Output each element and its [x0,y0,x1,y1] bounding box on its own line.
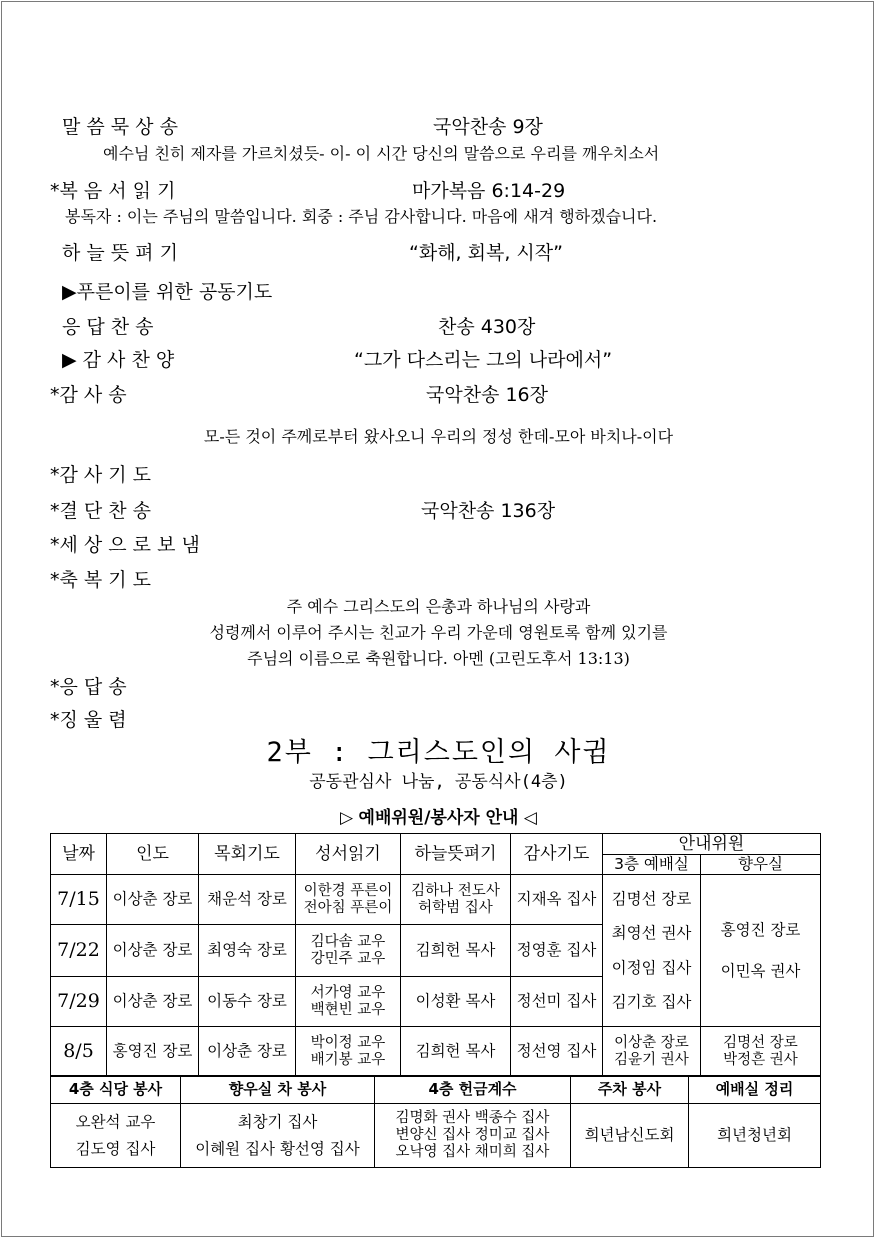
order-label-with-arrow [62,277,272,304]
header-ushers: 안내위원 [603,834,821,855]
date-cell: 8/5 [51,1027,107,1077]
service-header: 주차 봉사 [571,1076,689,1104]
service-table [50,1075,821,1168]
sermon-cell: 김희헌 목사 [401,1027,511,1077]
thanks-cell: 정선미 집사 [511,977,603,1027]
name-line: 이민옥 권사 [720,961,801,980]
name-line: 배기봉 교우 [310,1051,386,1068]
order-value: “그가 다스리는 그의 나라에서” [354,349,613,371]
service-cell: 희년남신도회 [571,1104,689,1168]
name-line: 최창기 집사 [237,1113,318,1132]
prayer-cell: 채운석 장로 [199,875,296,925]
name-line: 서가영 교우 [310,984,386,1001]
name-line: 김다솜 교우 [310,933,386,950]
service-row [51,1104,821,1168]
reading-cell [296,977,401,1027]
order-value: 국악찬송 136장 [421,500,556,522]
name-line: 전아침 푸른이 [303,899,393,916]
order-label: *감 사 기 도 [50,464,152,486]
order-text: ▶푸른이를 위한 공동기도 [62,281,273,303]
order-value: 마가복음 6:14-29 [412,180,566,202]
lead-cell: 이상춘 장로 [107,977,199,1027]
order-label: *복 음 서 읽 기 [50,180,176,202]
name-line: 허학범 집사 [418,899,493,916]
name-line: 오완석 교우 [75,1113,156,1132]
usher-3f-cell [603,1027,701,1077]
lead-cell: 이상춘 장로 [107,875,199,925]
blessing-line: 주 예수 그리스도의 은총과 하나님의 사랑과 [286,597,591,616]
date-cell: 7/22 [51,925,107,977]
header-lead: 인도 [107,834,199,875]
volunteer-table [50,833,821,1077]
order-value: 국악찬송 9장 [433,116,543,138]
name-line: 이정임 집사 [611,958,692,977]
thanks-cell: 정영훈 집사 [511,925,603,977]
order-label: 말 씀 묵 상 송 [62,116,178,138]
reading-cell [296,925,401,977]
thanks-cell: 지재옥 집사 [511,875,603,925]
service-cell [181,1104,375,1168]
blessing-line: 주님의 이름으로 축원합니다. 아멘 (고린도후서 13:13) [247,649,630,668]
right-triangle-icon: ▷ [340,808,359,828]
order-text: ▶ 감 사 찬 양 [62,349,175,371]
name-line: 김도영 집사 [75,1139,156,1158]
sermon-cell: 이성환 목사 [401,977,511,1027]
date-cell: 7/29 [51,977,107,1027]
table-title-text: 예배위원/봉사자 안내 [358,808,519,828]
order-label: *징 울 렴 [50,709,127,731]
service-header: 4층 헌금계수 [375,1076,571,1104]
reading-cell [296,1027,401,1077]
name-line: 오낙영 집사 채미희 집사 [395,1143,550,1160]
name-line: 박이정 교우 [310,1034,386,1051]
name-line: 김명선 장로 [611,890,692,909]
order-label: 하 늘 뜻 펴 기 [62,242,178,264]
order-value: 찬송 430장 [438,316,536,338]
meditation-text: 예수님 친히 제자를 가르치셨듯- 이- 이 시간 당신의 말씀으로 우리를 깨우치소서 [103,144,660,163]
name-line: 최영선 권사 [611,924,692,943]
name-line: 이혜원 집사 황선영 집사 [195,1139,360,1158]
order-label-with-arrow [62,345,174,372]
name-line: 이한경 푸른이 [303,882,393,899]
table-title [0,803,877,828]
table-row [51,1027,821,1077]
sermon-cell: 김희헌 목사 [401,925,511,977]
header-usher-3f: 3층 예배실 [603,855,701,875]
name-line: 이상춘 장로 [614,1034,689,1051]
prayer-cell: 최영숙 장로 [199,925,296,977]
order-value: “화해, 회복, 시작” [409,242,563,264]
name-line: 김윤기 권사 [614,1051,689,1068]
name-line: 김하나 전도사 [411,882,500,899]
order-label: *결 단 찬 송 [50,500,152,522]
service-header: 향우실 차 봉사 [181,1076,375,1104]
order-label: *세 상 으 로 보 냄 [50,534,200,556]
service-cell: 희년청년회 [689,1104,821,1168]
order-value: 국악찬송 16장 [426,384,548,406]
order-label: 응 답 찬 송 [62,316,154,338]
reading-cell [296,875,401,925]
usher-3f-group-cell [603,875,701,1027]
part2-title: 2부 : 그리스도인의 사귐 [266,737,611,768]
thanks-text: 모-든 것이 주께로부터 왔사오니 우리의 정성 한데-모아 바치나-이다 [203,427,674,446]
header-hyangwoo: 향우실 [701,855,821,875]
table-row [51,875,821,925]
name-line: 박정흔 권사 [723,1051,798,1068]
lead-cell: 이상춘 장로 [107,925,199,977]
service-cell [51,1104,181,1168]
order-label: *감 사 송 [50,384,127,406]
order-label: *응 답 송 [50,676,127,698]
lead-cell: 홍영진 장로 [107,1027,199,1077]
left-triangle-icon: ◁ [518,808,537,828]
service-header: 예배실 정리 [689,1076,821,1104]
part2-subtitle: 공동관심사 나눔, 공동식사(4층) [309,772,568,792]
name-line: 김명선 장로 [723,1034,798,1051]
header-thanks: 감사기도 [511,834,603,875]
header-sermon: 하늘뜻펴기 [401,834,511,875]
date-cell: 7/15 [51,875,107,925]
name-line: 홍영진 장로 [720,921,801,940]
order-label: *축 복 기 도 [50,569,152,591]
service-header: 4층 식당 봉사 [51,1076,181,1104]
hyangwoo-cell [701,1027,821,1077]
prayer-cell: 이상춘 장로 [199,1027,296,1077]
name-line: 김기호 집사 [611,992,692,1011]
blessing-line: 성령께서 이루어 주시는 친교가 우리 가운데 영원토록 함께 있기를 [209,623,668,642]
header-reading: 성서읽기 [296,834,401,875]
prayer-cell: 이동수 장로 [199,977,296,1027]
header-prayer: 목회기도 [199,834,296,875]
name-line: 김명화 권사 백종수 집사 [395,1110,550,1127]
hyangwoo-group-cell [701,875,821,1027]
service-cell [375,1104,571,1168]
reading-response-text: 봉독자 : 이는 주님의 말씀입니다. 회중 : 주님 감사합니다. 마음에 새겨 행하겠습니다. [65,207,658,226]
sermon-cell [401,875,511,925]
name-line: 백현빈 교우 [310,1001,386,1018]
thanks-cell: 정선영 집사 [511,1027,603,1077]
name-line: 강민주 교우 [310,950,386,967]
header-date: 날짜 [51,834,107,875]
name-line: 변양신 집사 정미교 집사 [395,1127,550,1144]
